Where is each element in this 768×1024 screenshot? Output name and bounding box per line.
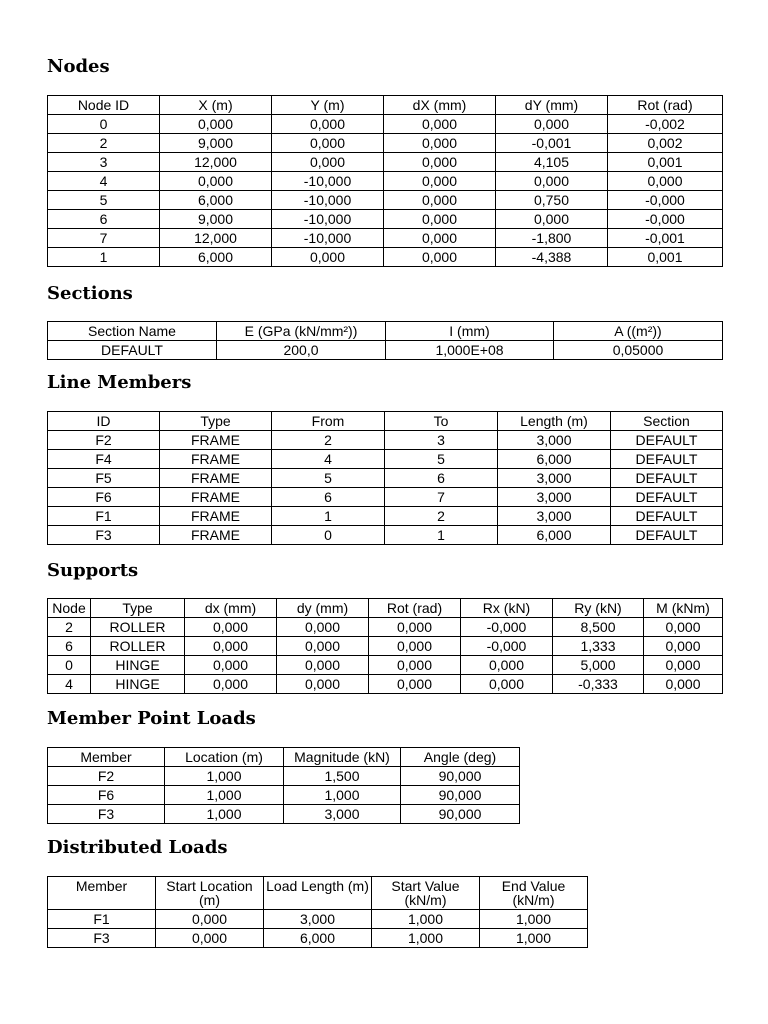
table-row	[48, 153, 723, 172]
column-header: Section Name	[48, 322, 217, 341]
column-header: Node	[48, 599, 91, 618]
column-header: Start Value (kN/m)	[372, 877, 480, 910]
table-cell: F4	[48, 450, 160, 469]
table-cell: 1,000E+08	[386, 341, 554, 360]
table-cell: 6	[385, 469, 498, 488]
column-header: End Value (kN/m)	[480, 877, 588, 910]
table-cell: -0,002	[608, 115, 723, 134]
point-loads-heading: Member Point Loads	[47, 708, 256, 729]
table-cell: 1,000	[480, 929, 588, 948]
table-cell: 3,000	[498, 431, 611, 450]
table-header-row	[48, 96, 723, 115]
distributed-loads-table	[47, 876, 588, 948]
table-cell: ROLLER	[91, 637, 185, 656]
table-cell: 4,105	[496, 153, 608, 172]
table-header-row	[48, 412, 723, 431]
table-cell: 7	[48, 229, 160, 248]
sections-table	[47, 321, 723, 360]
table-cell: 0,000	[384, 210, 496, 229]
table-row	[48, 229, 723, 248]
column-header: A ((m²))	[554, 322, 723, 341]
table-cell: -0,000	[608, 210, 723, 229]
table-row	[48, 910, 588, 929]
table-cell: 0,750	[496, 191, 608, 210]
table-cell: 3,000	[498, 507, 611, 526]
table-row	[48, 450, 723, 469]
column-header: Section	[611, 412, 723, 431]
column-header: Type	[91, 599, 185, 618]
table-cell: FRAME	[160, 507, 272, 526]
table-cell: F5	[48, 469, 160, 488]
table-cell: 0,000	[272, 153, 384, 172]
column-header: To	[385, 412, 498, 431]
table-cell: 1,333	[553, 637, 644, 656]
table-cell: -0,000	[461, 637, 553, 656]
table-row	[48, 929, 588, 948]
table-cell: F2	[48, 431, 160, 450]
table-cell: 9,000	[160, 210, 272, 229]
table-cell: 90,000	[401, 805, 520, 824]
table-cell: 0,000	[160, 172, 272, 191]
table-cell: 1	[385, 526, 498, 545]
table-cell: 1	[272, 507, 385, 526]
table-cell: 0,000	[156, 929, 264, 948]
table-cell: 2	[48, 618, 91, 637]
column-header: E (GPa (kN/mm²))	[217, 322, 386, 341]
table-cell: 3,000	[284, 805, 401, 824]
table-row	[48, 134, 723, 153]
table-cell: 0,000	[644, 637, 723, 656]
table-row	[48, 637, 723, 656]
column-header: Location (m)	[165, 748, 284, 767]
table-cell: 0,000	[384, 229, 496, 248]
column-header: I (mm)	[386, 322, 554, 341]
table-cell: HINGE	[91, 656, 185, 675]
table-cell: 5	[385, 450, 498, 469]
table-cell: 1,000	[165, 786, 284, 805]
table-cell: DEFAULT	[48, 341, 217, 360]
column-header: Node ID	[48, 96, 160, 115]
table-cell: 0,000	[496, 115, 608, 134]
table-cell: 0,000	[461, 675, 553, 694]
column-header: From	[272, 412, 385, 431]
table-cell: -0,001	[496, 134, 608, 153]
table-cell: 1,500	[284, 767, 401, 786]
table-cell: 0,000	[185, 618, 277, 637]
table-cell: 6,000	[160, 191, 272, 210]
table-cell: FRAME	[160, 488, 272, 507]
table-cell: -0,000	[608, 191, 723, 210]
table-cell: 1,000	[284, 786, 401, 805]
table-cell: DEFAULT	[611, 431, 723, 450]
table-cell: 1,000	[165, 767, 284, 786]
table-cell: 0,000	[384, 248, 496, 267]
column-header: dY (mm)	[496, 96, 608, 115]
table-cell: 0,000	[277, 637, 369, 656]
table-row	[48, 488, 723, 507]
table-cell: 6,000	[160, 248, 272, 267]
table-cell: 3	[385, 431, 498, 450]
table-cell: 0,000	[496, 210, 608, 229]
table-cell: -10,000	[272, 210, 384, 229]
table-row	[48, 805, 520, 824]
table-cell: 2	[385, 507, 498, 526]
table-cell: 0	[48, 656, 91, 675]
column-header: dX (mm)	[384, 96, 496, 115]
table-cell: 0	[272, 526, 385, 545]
table-row	[48, 786, 520, 805]
column-header: M (kNm)	[644, 599, 723, 618]
table-cell: DEFAULT	[611, 488, 723, 507]
table-row	[48, 191, 723, 210]
column-header: Member	[48, 877, 156, 910]
table-row	[48, 526, 723, 545]
table-row	[48, 767, 520, 786]
table-cell: 7	[385, 488, 498, 507]
sections-heading: Sections	[47, 283, 133, 304]
table-cell: 90,000	[401, 786, 520, 805]
table-header-row	[48, 877, 588, 910]
table-row	[48, 248, 723, 267]
table-cell: 6	[272, 488, 385, 507]
table-cell: 5,000	[553, 656, 644, 675]
table-cell: 8,500	[553, 618, 644, 637]
table-cell: -10,000	[272, 172, 384, 191]
table-cell: 0,000	[384, 115, 496, 134]
table-cell: -10,000	[272, 229, 384, 248]
table-cell: -0,000	[461, 618, 553, 637]
table-cell: 4	[48, 172, 160, 191]
table-cell: 1,000	[372, 929, 480, 948]
table-cell: 1,000	[480, 910, 588, 929]
table-header-row	[48, 599, 723, 618]
table-row	[48, 431, 723, 450]
table-cell: 0,000	[277, 675, 369, 694]
table-cell: FRAME	[160, 469, 272, 488]
table-cell: FRAME	[160, 450, 272, 469]
table-cell: 0,000	[156, 910, 264, 929]
table-cell: DEFAULT	[611, 507, 723, 526]
table-cell: 6,000	[498, 450, 611, 469]
table-cell: F3	[48, 805, 165, 824]
table-cell: 0,000	[185, 675, 277, 694]
supports-heading: Supports	[47, 560, 139, 581]
table-cell: 90,000	[401, 767, 520, 786]
table-cell: 0	[48, 115, 160, 134]
table-cell: 1	[48, 248, 160, 267]
column-header: Load Length (m)	[264, 877, 372, 910]
column-header: Magnitude (kN)	[284, 748, 401, 767]
column-header: Member	[48, 748, 165, 767]
table-row	[48, 618, 723, 637]
table-cell: 0,001	[608, 153, 723, 172]
table-cell: 0,000	[272, 115, 384, 134]
line-members-table	[47, 411, 723, 545]
nodes-table	[47, 95, 723, 267]
table-cell: 12,000	[160, 229, 272, 248]
table-cell: DEFAULT	[611, 469, 723, 488]
column-header: Ry (kN)	[553, 599, 644, 618]
table-cell: 2	[48, 134, 160, 153]
table-row	[48, 172, 723, 191]
table-cell: F3	[48, 526, 160, 545]
supports-table	[47, 598, 723, 694]
table-cell: 0,000	[644, 675, 723, 694]
table-cell: 200,0	[217, 341, 386, 360]
table-cell: 0,000	[369, 675, 461, 694]
table-cell: 6	[48, 637, 91, 656]
table-header-row	[48, 322, 723, 341]
table-cell: 9,000	[160, 134, 272, 153]
table-cell: HINGE	[91, 675, 185, 694]
table-cell: 4	[48, 675, 91, 694]
table-cell: 3,000	[498, 488, 611, 507]
table-cell: 0,000	[644, 656, 723, 675]
column-header: Angle (deg)	[401, 748, 520, 767]
table-cell: 3,000	[264, 910, 372, 929]
table-cell: 1,000	[165, 805, 284, 824]
table-cell: FRAME	[160, 431, 272, 450]
table-cell: 0,000	[461, 656, 553, 675]
table-cell: ROLLER	[91, 618, 185, 637]
table-row	[48, 675, 723, 694]
table-cell: 0,000	[272, 248, 384, 267]
table-row	[48, 507, 723, 526]
table-cell: 0,000	[369, 618, 461, 637]
table-cell: 5	[48, 191, 160, 210]
column-header: Type	[160, 412, 272, 431]
table-cell: F2	[48, 767, 165, 786]
column-header: dy (mm)	[277, 599, 369, 618]
table-cell: DEFAULT	[611, 450, 723, 469]
column-header: ID	[48, 412, 160, 431]
table-cell: F1	[48, 910, 156, 929]
table-cell: 2	[272, 431, 385, 450]
table-cell: 0,001	[608, 248, 723, 267]
table-cell: 0,000	[160, 115, 272, 134]
table-cell: F1	[48, 507, 160, 526]
nodes-heading: Nodes	[47, 56, 110, 77]
table-cell: 0,000	[644, 618, 723, 637]
column-header: dx (mm)	[185, 599, 277, 618]
table-cell: 6	[48, 210, 160, 229]
distributed-loads-heading: Distributed Loads	[47, 837, 228, 858]
table-header-row	[48, 748, 520, 767]
table-cell: 3,000	[498, 469, 611, 488]
table-cell: 12,000	[160, 153, 272, 172]
point-loads-table	[47, 747, 520, 824]
table-cell: 0,05000	[554, 341, 723, 360]
table-cell: 0,000	[185, 637, 277, 656]
table-cell: FRAME	[160, 526, 272, 545]
table-row	[48, 210, 723, 229]
table-cell: F6	[48, 786, 165, 805]
table-row	[48, 341, 723, 360]
table-row	[48, 469, 723, 488]
table-cell: 0,002	[608, 134, 723, 153]
table-cell: 0,000	[384, 134, 496, 153]
table-cell: F3	[48, 929, 156, 948]
table-cell: 4	[272, 450, 385, 469]
table-cell: 0,000	[277, 618, 369, 637]
table-cell: 0,000	[384, 172, 496, 191]
table-row	[48, 115, 723, 134]
table-cell: 0,000	[277, 656, 369, 675]
table-cell: -4,388	[496, 248, 608, 267]
table-cell: -0,333	[553, 675, 644, 694]
table-cell: -10,000	[272, 191, 384, 210]
table-cell: 5	[272, 469, 385, 488]
line-members-heading: Line Members	[47, 372, 192, 393]
table-cell: -0,001	[608, 229, 723, 248]
column-header: Start Location (m)	[156, 877, 264, 910]
table-cell: 0,000	[496, 172, 608, 191]
column-header: Length (m)	[498, 412, 611, 431]
table-cell: 0,000	[272, 134, 384, 153]
column-header: X (m)	[160, 96, 272, 115]
table-row	[48, 656, 723, 675]
table-cell: 0,000	[384, 153, 496, 172]
table-cell: 6,000	[498, 526, 611, 545]
column-header: Rot (rad)	[369, 599, 461, 618]
table-cell: 1,000	[372, 910, 480, 929]
table-cell: F6	[48, 488, 160, 507]
table-cell: DEFAULT	[611, 526, 723, 545]
table-cell: 6,000	[264, 929, 372, 948]
table-cell: 0,000	[185, 656, 277, 675]
table-cell: -1,800	[496, 229, 608, 248]
column-header: Y (m)	[272, 96, 384, 115]
table-cell: 3	[48, 153, 160, 172]
table-cell: 0,000	[608, 172, 723, 191]
column-header: Rot (rad)	[608, 96, 723, 115]
column-header: Rx (kN)	[461, 599, 553, 618]
table-cell: 0,000	[369, 656, 461, 675]
table-cell: 0,000	[384, 191, 496, 210]
table-cell: 0,000	[369, 637, 461, 656]
